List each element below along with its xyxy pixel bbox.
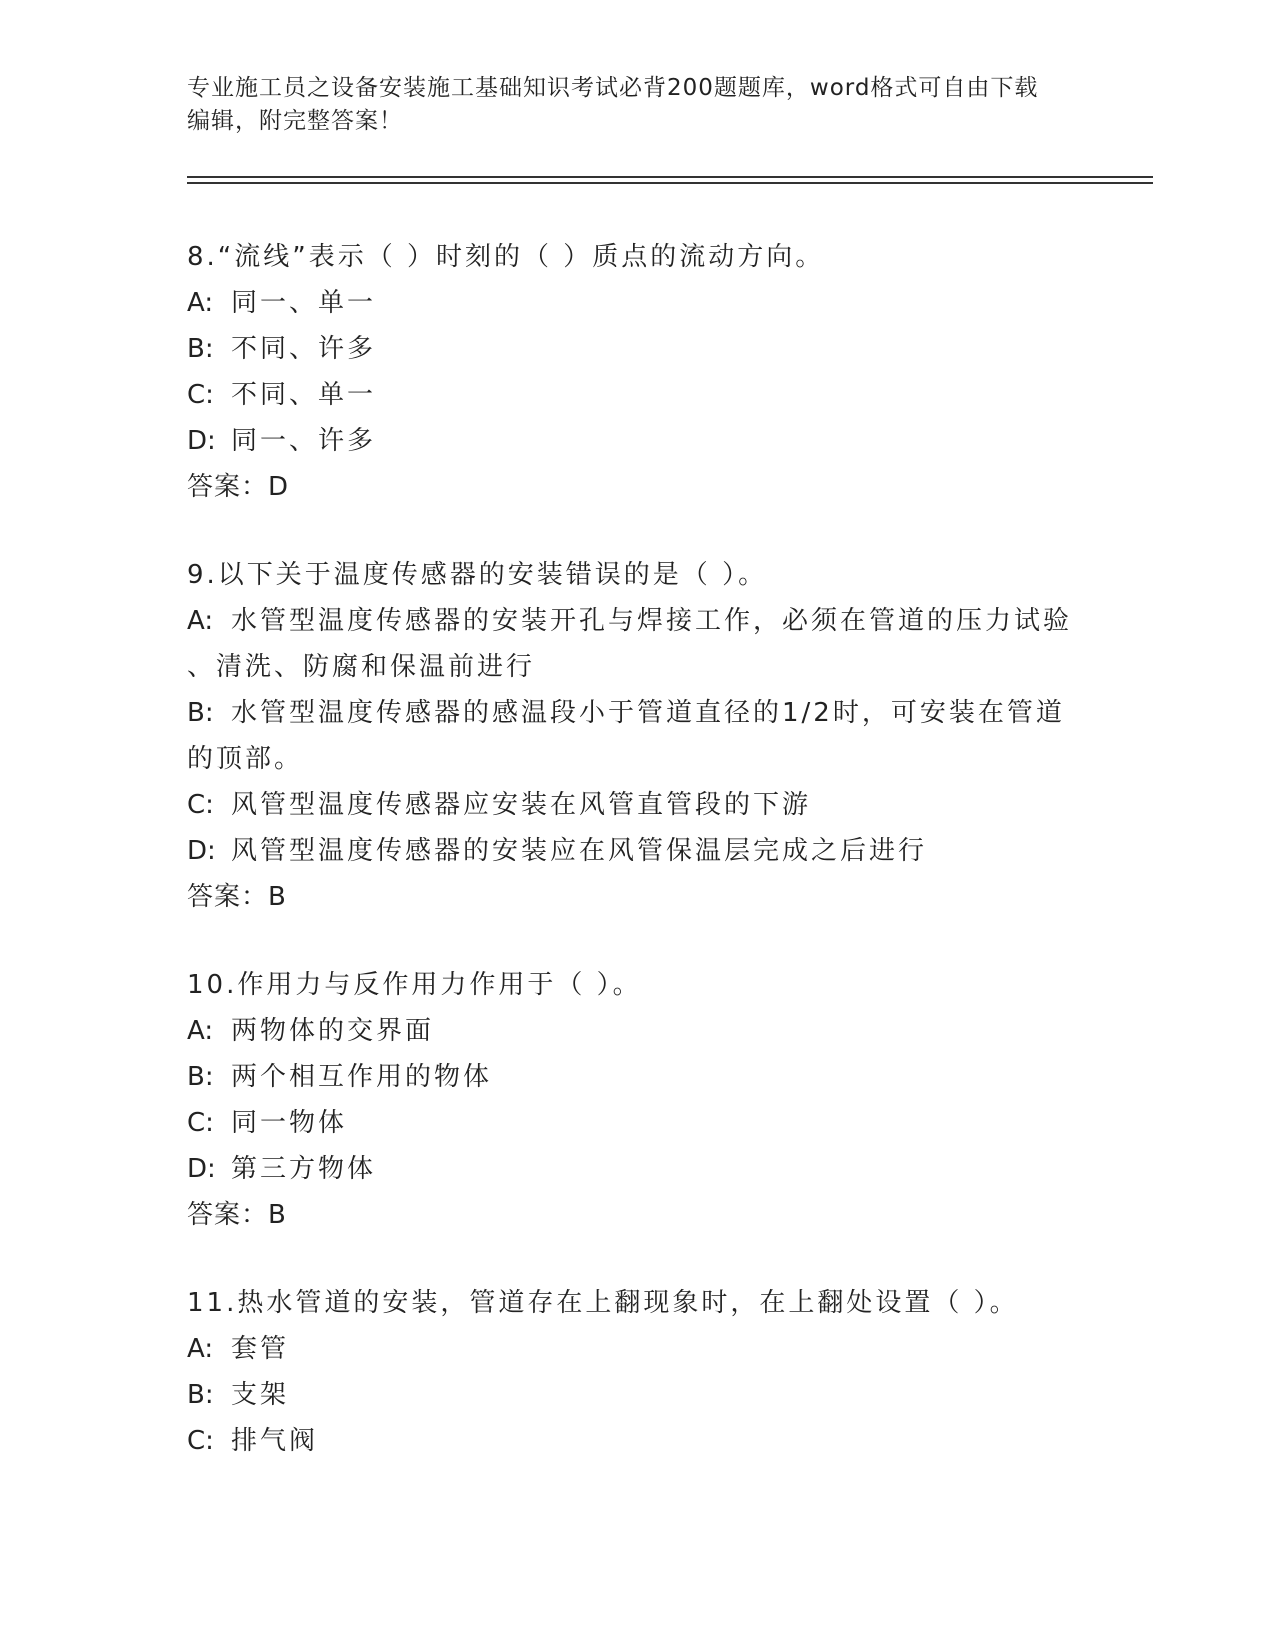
option-key: B:	[187, 698, 214, 728]
option-c	[187, 1100, 1087, 1146]
header-rule-top	[187, 176, 1153, 178]
option-key: C:	[187, 1108, 214, 1138]
option-key: D:	[187, 836, 216, 866]
answer-line: 答案：B	[187, 882, 287, 912]
option-key: A:	[187, 1016, 214, 1046]
option-b	[187, 690, 1087, 736]
option-text: 两个相互作用的物体	[231, 1062, 493, 1092]
option-key: A:	[187, 606, 214, 636]
question-10	[187, 962, 1087, 1238]
option-text: 水管型温度传感器的感温段小于管道直径的1/2时，可安装在管道	[231, 698, 1065, 728]
option-text: 水管型温度传感器的安装开孔与焊接工作，必须在管道的压力试验	[231, 606, 1073, 636]
option-text: 同一、许多	[231, 426, 377, 456]
option-key: A:	[187, 288, 214, 318]
option-text: 两物体的交界面	[231, 1016, 435, 1046]
option-a-continuation: 、清洗、防腐和保温前进行	[187, 652, 536, 682]
option-key: D:	[187, 426, 216, 456]
option-key: D:	[187, 1154, 216, 1184]
question-8	[187, 234, 1087, 510]
question-9	[187, 552, 1087, 920]
option-c	[187, 372, 1087, 418]
option-d	[187, 1146, 1087, 1192]
question-title: 10.作用力与反作用力作用于（ ）。	[187, 970, 642, 1000]
option-text: 同一、单一	[231, 288, 377, 318]
option-text: 同一物体	[231, 1108, 348, 1138]
option-c	[187, 1418, 1087, 1464]
answer-line: 答案：D	[187, 472, 290, 502]
document-header	[187, 72, 1067, 138]
option-a	[187, 1326, 1087, 1372]
option-b	[187, 326, 1087, 372]
option-b	[187, 1372, 1087, 1418]
option-d	[187, 828, 1087, 874]
option-text: 不同、单一	[231, 380, 377, 410]
option-a	[187, 280, 1087, 326]
header-rule-bottom	[187, 182, 1153, 184]
option-text: 第三方物体	[231, 1154, 377, 1184]
option-key: C:	[187, 790, 214, 820]
option-text: 套管	[231, 1334, 290, 1364]
question-list	[187, 234, 1087, 1506]
option-key: A:	[187, 1334, 214, 1364]
question-title: 8.“流线”表示（ ）时刻的（ ）质点的流动方向。	[187, 242, 825, 272]
option-text: 排气阀	[231, 1426, 319, 1456]
question-title: 9.以下关于温度传感器的安装错误的是（ ）。	[187, 560, 768, 590]
option-key: C:	[187, 1426, 214, 1456]
option-d	[187, 418, 1087, 464]
question-title: 11.热水管道的安装，管道存在上翻现象时，在上翻处设置（ ）。	[187, 1288, 1019, 1318]
question-11	[187, 1280, 1087, 1464]
option-a	[187, 1008, 1087, 1054]
option-key: B:	[187, 1062, 214, 1092]
option-text: 风管型温度传感器的安装应在风管保温层完成之后进行	[231, 836, 928, 866]
option-text: 风管型温度传感器应安装在风管直管段的下游	[231, 790, 812, 820]
option-a	[187, 598, 1087, 644]
answer-line: 答案：B	[187, 1200, 287, 1230]
option-key: B:	[187, 334, 214, 364]
option-key: C:	[187, 380, 214, 410]
option-b	[187, 1054, 1087, 1100]
option-text: 支架	[231, 1380, 290, 1410]
option-key: B:	[187, 1380, 214, 1410]
option-c	[187, 782, 1087, 828]
option-text: 不同、许多	[231, 334, 377, 364]
header-line-2: 编辑，附完整答案！	[187, 108, 403, 134]
header-line-1: 专业施工员之设备安装施工基础知识考试必背200题题库，word格式可自由下载	[187, 75, 1039, 101]
option-b-continuation: 的顶部。	[187, 744, 304, 774]
